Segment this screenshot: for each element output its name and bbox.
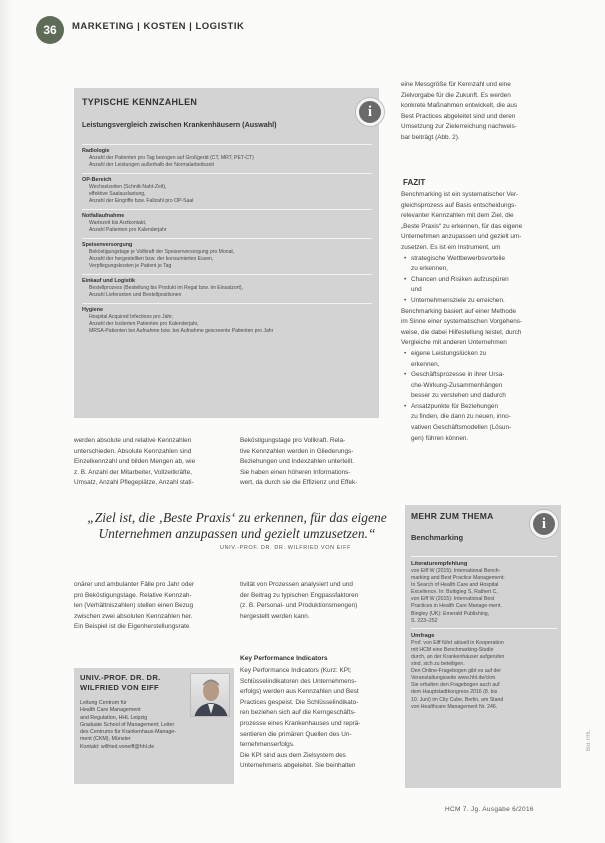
kennzahl-group	[82, 173, 372, 209]
text-line: „Beste Praxis“ zu erkennen, für das eigene	[401, 222, 523, 230]
text-line: gen) führen können.	[411, 434, 469, 442]
text-line: • Geschäftsprozesse in ihrer Ursa-	[401, 370, 563, 381]
text-line: Zielvorgabe für die Zukunft. Es werden	[401, 91, 511, 99]
info-icon: i	[530, 510, 558, 538]
text-line: Umsatz, Anzahl Pflegeplätze, Anzahl stati-	[74, 479, 194, 487]
text-line: • strategische Wettbewerbsvorteile	[401, 254, 563, 265]
mehr-section-heading: Umfrage	[411, 628, 557, 640]
text-line: erkennen,	[411, 360, 440, 368]
text-line: Best Practices abgeleitet sind und deren	[401, 112, 516, 120]
text-line: weise, die dabei Hilfestellung leistet, durch	[401, 328, 522, 336]
text-line: prozesse eines Krankenhauses und reprä-	[240, 719, 361, 727]
mehr-line: S. 223–252	[411, 617, 438, 624]
text-line: Sie haben einen höheren Informations-	[240, 468, 351, 476]
mehr-line: In Search of Health Care and Hospital	[411, 582, 499, 589]
text-line: ren beziehen sich auf die Kerngeschäfts-	[240, 709, 356, 717]
text-line: tivität von Prozessen analysiert und und	[240, 581, 353, 588]
text-line: relevanter Kennzahlen mit dem Ziel, die	[401, 212, 514, 220]
mehr-line: Den Online-Fragebogen gibt es auf der	[411, 668, 501, 675]
mehr-line: von Eiff W (2015): International Bench-	[411, 568, 501, 574]
author-name-line2: WILFRIED VON EIFF	[80, 683, 159, 692]
mehr-body	[411, 553, 557, 711]
text-line: • eigene Leistungslücken zu	[401, 349, 563, 360]
fazit-text	[401, 190, 563, 444]
mehr-line: sind, sich zu beteiligen.	[411, 661, 465, 668]
mehr-title: MEHR ZUM THEMA	[411, 511, 494, 521]
kennzahl-group	[82, 238, 372, 274]
author-bio	[80, 700, 186, 751]
kennzahl-group	[82, 274, 372, 303]
mehr-line: mit HCM eine Benchmarking-Studie	[411, 646, 494, 653]
text-line: Kontakt: wilfried.voneiff@hhl.de	[80, 743, 155, 750]
group-line: Anzahl der Leistungen außerhalb der Normalarbeitszeit	[89, 162, 214, 168]
group-line: effektive Saalauslastung,	[89, 191, 146, 197]
text-line: Practices gespeist. Die Schlüsselindikato-	[240, 698, 359, 706]
text-line: hergestellt werden kann.	[240, 612, 310, 620]
kennzahl-group	[82, 303, 372, 339]
author-photo	[190, 673, 230, 717]
text-line: Benchmarking ist ein systematischer Ver-	[401, 191, 519, 198]
kennzahl-group	[82, 144, 372, 173]
text-line: Unternehmens abgeleitet. Sie beinhalten	[240, 762, 356, 770]
box-title: TYPISCHE KENNZAHLEN	[82, 97, 198, 107]
info-icon: i	[356, 98, 384, 126]
mehr-line: Veranstaltungsseite www.hhl.de/ckm.	[411, 675, 497, 682]
kennzahlen-groups	[82, 144, 372, 339]
quote-source: UNIV.-PROF. DR. DR. WILFRIED VON EIFF	[220, 545, 352, 551]
text-line: sentieren die primären Quellen des Un-	[240, 730, 352, 738]
portrait-image	[191, 674, 230, 717]
group-line: Anzahl der Isolierten Patienten pro Kalenderjahr,	[89, 321, 199, 327]
group-heading: OP-Bereich	[82, 177, 112, 183]
group-line: Anzahl der hergestellten bzw. der konsumierten Essen,	[89, 256, 214, 262]
text-line: zusetzen. Es ist ein Instrument, um	[401, 243, 501, 251]
mehr-line: Prof. von Eiff führt aktuell in Kooperation	[411, 639, 504, 646]
text-line: unterschieden. Absolute Kennzahlen sind	[74, 447, 192, 455]
text-line: im Sinne einer systematischen Vorgehens-	[401, 318, 523, 326]
page-number: 36	[36, 16, 64, 44]
text-line: Umsetzung zur Zielerreichung nachweis-	[401, 123, 517, 131]
text-line: zu finden, die dann zu neuen, inno-	[411, 413, 511, 421]
text-line: (z. B. Personal- und Produktionsmengen)	[240, 602, 358, 610]
page-gutter-shadow	[0, 0, 14, 843]
text-line: Einzelkennzahl und bilden Mengen ab, wie	[74, 458, 196, 466]
text-line: Vergleiche mit anderen Unternehmen	[401, 339, 507, 347]
text-line: vativen Geschäftsmodellen (Lösun-	[411, 424, 512, 432]
text-line: und	[411, 286, 422, 294]
group-line: Wechselzeiten (Schnitt-Naht-Zeit),	[89, 184, 167, 190]
mehr-line: von Eiff W (2015): International Best	[411, 596, 495, 603]
group-line: MRSA-Patienten bei Aufnahme bzw. bei Aufnahme gescreente Patienten pro Jahr	[89, 328, 274, 334]
group-line: Anzahl der Eingriffe bzw. Fallzahl pro OP-Saal	[89, 198, 194, 204]
text-line: Leitung Centrum für	[80, 700, 127, 706]
text-line: konkrete Maßnahmen entwickelt, die aus	[401, 102, 518, 110]
pull-quote: „Ziel ist, die ‚Beste Praxis‘ zu erkennen, für das eigene Unternehmen anzupassen und gezielt umzusetzen.“	[87, 510, 387, 541]
text-line: Key Performance Indicators (Kurz: KPI;	[240, 667, 352, 674]
text-line: Benchmarking basiert auf einer Methode	[401, 307, 517, 315]
mehr-line: marking and Best Practice Management:	[411, 575, 505, 582]
mehr-subtitle: Benchmarking	[411, 533, 464, 542]
mehr-line: Excellence. In: Buttigieg S, Rathert C,	[411, 589, 498, 596]
text-line: des Centrums für Krankenhaus-Manage-	[80, 729, 176, 736]
text-line: Unternehmen anzupassen und gezielt um-	[401, 233, 522, 241]
group-heading: Speisenversorgung	[82, 242, 133, 248]
body-column-1	[74, 436, 229, 489]
text-line: gleichsprozess auf Basis entscheidungs-	[401, 201, 517, 209]
section-title: MARKETING | KOSTEN | LOGISTIK	[72, 21, 245, 32]
text-line: tive Kennzahlen werden in Gliederungs-	[240, 447, 354, 455]
text-line: eine Messgröße für Kennzahl und eine	[401, 81, 511, 88]
text-line: werden absolute und relative Kennzahlen	[74, 437, 192, 444]
text-line: Health Care Management	[80, 707, 141, 714]
text-line: Graduate School of Management; Leiter	[80, 721, 175, 728]
author-name-line1: UNIV.-PROF. DR. DR.	[80, 673, 161, 682]
group-line: Wartezeit bis Arztkontakt,	[89, 220, 147, 226]
mehr-line: dem Hauptstadtkongress 2016 (8. bis	[411, 689, 498, 696]
text-line: besser zu verstehen und dadurch	[411, 392, 506, 400]
mehr-line: Practices in Health Care Manage-ment.	[411, 603, 502, 610]
mehr-line: durch, an der Krankenhäuser aufgerufen	[411, 653, 505, 660]
text-line: zwischen zwei absoluten Kennzahlen her.	[74, 612, 193, 620]
text-line: onärer und ambulanter Fälle pro Jahr oder	[74, 581, 195, 588]
text-line: zu erkennen,	[411, 265, 448, 273]
mehr-section-heading: Literaturempfehlung	[411, 556, 557, 568]
group-line: Anzahl Patienten pro Kalenderjahr	[89, 227, 167, 233]
text-line: and Regulation, HHL Leipzig	[80, 714, 148, 721]
group-line: Beköstigungstage je Vollkraft der Speisenversorgung pro Monat,	[89, 249, 235, 255]
text-line: ment (CKM), Münster	[80, 736, 131, 743]
text-line: bar beiträgt (Abb. 2).	[401, 133, 460, 141]
body-column-3	[74, 580, 234, 633]
text-line: pro Beköstigungstage. Relative Kennzah-	[74, 591, 192, 599]
group-heading: Einkauf und Logistik	[82, 278, 136, 284]
group-line: Verpflegungskosten je Patient je Tag	[89, 263, 172, 269]
text-line: Schlüsselindikatoren des Unternehmens-	[240, 677, 357, 685]
body-column-2	[240, 436, 395, 489]
text-line: len (Verhältniszahlen) stellen einen Bezug	[74, 602, 194, 610]
group-line: Hospital Acquired Infections pro Jahr,	[89, 314, 174, 320]
body-column-4	[240, 580, 400, 622]
mehr-line: Sie erhalten den Fragebogen auch auf	[411, 682, 500, 689]
mehr-line: von Healthcare Management Nr. 246.	[411, 703, 498, 710]
fazit-heading: FAZIT	[403, 178, 426, 187]
group-line: Anzahl Lieferanten und Bestellpositionen	[89, 292, 182, 298]
group-heading: Notfallaufnahme	[82, 213, 125, 219]
page-footer: HCM 7. Jg. Ausgabe 6/2016	[445, 806, 534, 813]
text-line: • Unternehmensziele zu erreichen.	[401, 296, 563, 307]
mehr-line: Bingley (UK): Emerald Publishing,	[411, 610, 490, 617]
text-line: Ein Beispiel ist die Eigenherstellungsrate	[74, 623, 190, 631]
right-column-intro	[401, 80, 563, 144]
text-line: Beköstigungstage pro Vollkraft. Rela-	[240, 437, 346, 444]
kpi-heading: Key Performance Indicators	[240, 655, 328, 662]
text-line: wert, da durch sie die Effizienz und Effek-	[240, 479, 358, 487]
text-line: Die KPI sind aus dem Zielsystem des	[240, 751, 346, 759]
author-name	[80, 673, 161, 693]
text-line: z. B. Anzahl der Mitarbeiter, Vollzeitkräfte,	[74, 468, 192, 476]
text-line: ternehmenserfolgs.	[240, 741, 295, 749]
text-line: • Chancen und Risiken aufzuspüren	[401, 275, 563, 286]
text-line: Beziehungen und Indexzahlen unterteilt.	[240, 458, 355, 466]
kpi-text	[240, 666, 400, 772]
group-line: Anzahl der Patienten pro Tag bezogen auf Großgerät (CT, MRT, PET-CT)	[89, 155, 254, 161]
kennzahl-group	[82, 209, 372, 238]
group-heading: Radiologie	[82, 148, 110, 154]
photo-credit: Bild: HHL	[586, 730, 592, 752]
group-line: Bestellprozess (Bestellung bis Produkt im Regal bzw. im Einsatzort),	[89, 285, 244, 291]
text-line: der Beitrag zu typischen Engpassfaktoren	[240, 591, 359, 599]
group-heading: Hygiene	[82, 307, 103, 313]
text-line: che-Wirkung-Zusammenhängen	[411, 381, 503, 389]
box-subtitle: Leistungsvergleich zwischen Krankenhäusern (Auswahl)	[82, 120, 277, 129]
mehr-line: 10. Juni) im City Cube, Berlin, am Stand	[411, 696, 504, 703]
text-line: • Ansatzpunkte für Beziehungen	[401, 402, 563, 413]
text-line: erfolgs) werden aus Kennzahlen und Best	[240, 688, 359, 696]
